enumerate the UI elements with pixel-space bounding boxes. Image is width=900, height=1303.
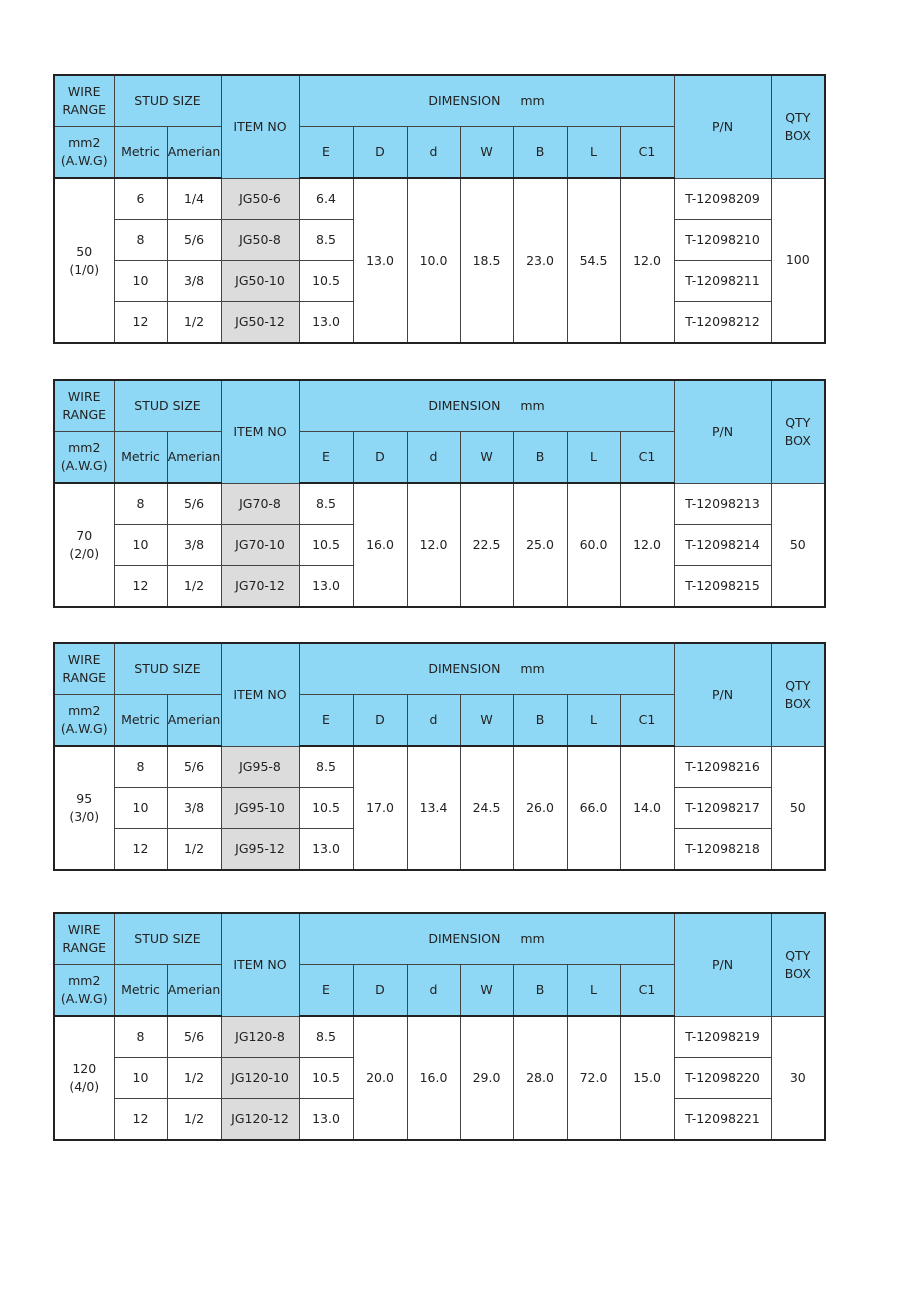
spec-table <box>53 379 826 608</box>
wire-range-cell <box>54 483 114 607</box>
dim-c1-cell: 15.0 <box>620 1016 674 1140</box>
item-no-cell: JG70-12 <box>221 566 299 608</box>
header-stud-size: STUD SIZE <box>114 643 221 695</box>
pn-cell: T-12098214 <box>674 525 771 566</box>
header-dim-e: E <box>299 432 353 484</box>
pn-cell: T-12098218 <box>674 829 771 871</box>
metric-cell: 12 <box>114 829 167 871</box>
header-mm2-awg: mm2 (A.W.G) <box>54 965 114 1017</box>
dim-e-cell: 13.0 <box>299 1099 353 1141</box>
pn-cell: T-12098211 <box>674 261 771 302</box>
header-dim-c1: C1 <box>620 695 674 747</box>
item-no-cell: JG120-8 <box>221 1016 299 1058</box>
item-no-cell: JG120-10 <box>221 1058 299 1099</box>
metric-cell: 12 <box>114 1099 167 1141</box>
header-dim-w: W <box>460 432 513 484</box>
header-dim-e: E <box>299 965 353 1017</box>
header-amerian: Amerian <box>167 695 221 747</box>
metric-cell: 10 <box>114 261 167 302</box>
metric-cell: 6 <box>114 178 167 220</box>
pn-cell: T-12098209 <box>674 178 771 220</box>
amerian-cell: 1/4 <box>167 178 221 220</box>
dim-d-cell: 20.0 <box>353 1016 407 1140</box>
header-qty-box: QTY BOX <box>771 643 825 746</box>
dim-d-cell: 17.0 <box>353 746 407 870</box>
header-dim-d: D <box>353 432 407 484</box>
item-no-cell: JG50-8 <box>221 220 299 261</box>
metric-cell: 8 <box>114 1016 167 1058</box>
dim-b-cell: 25.0 <box>513 483 567 607</box>
header-qty-box: QTY BOX <box>771 913 825 1016</box>
header-dimension: DIMENSION mm <box>299 380 674 432</box>
pn-cell: T-12098217 <box>674 788 771 829</box>
dim-e-cell: 10.5 <box>299 525 353 566</box>
header-dim-b: B <box>513 432 567 484</box>
header-item-no: ITEM NO <box>221 75 299 178</box>
wire-range-sub: (3/0) <box>69 809 100 824</box>
pn-cell: T-12098213 <box>674 483 771 525</box>
header-mm2-awg: mm2 (A.W.G) <box>54 695 114 747</box>
qty-box-cell: 50 <box>771 746 825 870</box>
spec-table <box>53 74 826 344</box>
pn-cell: T-12098212 <box>674 302 771 344</box>
wire-range-sub: (1/0) <box>69 261 100 277</box>
header-dim-d: D <box>353 127 407 179</box>
qty-box-cell: 30 <box>771 1016 825 1140</box>
amerian-cell: 1/2 <box>167 1099 221 1141</box>
amerian-cell: 3/8 <box>167 525 221 566</box>
dim-d-cell: 13.4 <box>407 746 460 870</box>
dim-e-cell: 8.5 <box>299 1016 353 1058</box>
item-no-cell: JG50-10 <box>221 261 299 302</box>
header-dim-b: B <box>513 695 567 747</box>
header-stud-size: STUD SIZE <box>114 75 221 127</box>
header-dim-d: D <box>353 965 407 1017</box>
header-dim-e: E <box>299 127 353 179</box>
dim-d-cell: 12.0 <box>407 483 460 607</box>
header-dim-d: d <box>407 695 460 747</box>
amerian-cell: 3/8 <box>167 788 221 829</box>
header-metric: Metric <box>114 695 167 747</box>
header-qty-box: QTY BOX <box>771 380 825 483</box>
header-dim-e: E <box>299 695 353 747</box>
metric-cell: 8 <box>114 483 167 525</box>
dim-l-cell: 60.0 <box>567 483 620 607</box>
item-no-cell: JG70-10 <box>221 525 299 566</box>
wire-range-main: 120 <box>72 1061 97 1076</box>
metric-cell: 12 <box>114 302 167 344</box>
qty-box-cell: 100 <box>771 178 825 343</box>
dim-w-cell: 18.5 <box>460 178 513 343</box>
metric-cell: 8 <box>114 220 167 261</box>
header-dim-w: W <box>460 127 513 179</box>
header-dimension: DIMENSION mm <box>299 75 674 127</box>
header-dim-c1: C1 <box>620 127 674 179</box>
header-wire-range: WIRE RANGE <box>54 643 114 695</box>
metric-cell: 8 <box>114 746 167 788</box>
spec-table <box>53 912 826 1141</box>
header-metric: Metric <box>114 965 167 1017</box>
item-no-cell: JG50-6 <box>221 178 299 220</box>
header-amerian: Amerian <box>167 965 221 1017</box>
metric-cell: 12 <box>114 566 167 608</box>
dim-w-cell: 22.5 <box>460 483 513 607</box>
dim-e-cell: 13.0 <box>299 302 353 344</box>
dim-e-cell: 10.5 <box>299 788 353 829</box>
pn-cell: T-12098215 <box>674 566 771 608</box>
dim-c1-cell: 12.0 <box>620 178 674 343</box>
dim-e-cell: 8.5 <box>299 483 353 525</box>
amerian-cell: 1/2 <box>167 302 221 344</box>
dim-e-cell: 13.0 <box>299 829 353 871</box>
header-dim-l: L <box>567 965 620 1017</box>
wire-range-main: 70 <box>76 528 93 543</box>
metric-cell: 10 <box>114 1058 167 1099</box>
metric-cell: 10 <box>114 525 167 566</box>
qty-box-cell: 50 <box>771 483 825 607</box>
header-pn: P/N <box>674 913 771 1016</box>
item-no-cell: JG95-10 <box>221 788 299 829</box>
header-dim-b: B <box>513 127 567 179</box>
wire-range-sub: (2/0) <box>69 546 100 561</box>
header-wire-range: WIRE RANGE <box>54 75 114 127</box>
header-metric: Metric <box>114 432 167 484</box>
metric-cell: 10 <box>114 788 167 829</box>
header-dim-d: d <box>407 432 460 484</box>
header-dim-d: d <box>407 965 460 1017</box>
dim-d-cell: 16.0 <box>353 483 407 607</box>
header-item-no: ITEM NO <box>221 380 299 483</box>
header-dim-l: L <box>567 432 620 484</box>
amerian-cell: 5/6 <box>167 220 221 261</box>
wire-range-cell <box>54 178 114 343</box>
wire-range-cell <box>54 746 114 870</box>
header-qty-box: QTY BOX <box>771 75 825 178</box>
header-wire-range: WIRE RANGE <box>54 913 114 965</box>
header-mm2-awg: mm2 (A.W.G) <box>54 127 114 179</box>
item-no-cell: JG50-12 <box>221 302 299 344</box>
table-row <box>54 746 825 788</box>
dim-l-cell: 54.5 <box>567 178 620 343</box>
header-stud-size: STUD SIZE <box>114 380 221 432</box>
wire-range-main: 50 <box>76 243 93 259</box>
dim-e-cell: 8.5 <box>299 746 353 788</box>
header-metric: Metric <box>114 127 167 179</box>
header-dim-d: d <box>407 127 460 179</box>
amerian-cell: 1/2 <box>167 566 221 608</box>
header-item-no: ITEM NO <box>221 913 299 1016</box>
header-wire-range: WIRE RANGE <box>54 380 114 432</box>
table-row <box>54 1016 825 1058</box>
header-dimension: DIMENSION mm <box>299 913 674 965</box>
dim-c1-cell: 12.0 <box>620 483 674 607</box>
header-dim-d: D <box>353 695 407 747</box>
table-row <box>54 483 825 525</box>
header-stud-size: STUD SIZE <box>114 913 221 965</box>
header-pn: P/N <box>674 75 771 178</box>
header-dim-l: L <box>567 695 620 747</box>
table-row <box>54 178 825 220</box>
dim-e-cell: 8.5 <box>299 220 353 261</box>
dim-l-cell: 66.0 <box>567 746 620 870</box>
amerian-cell: 1/2 <box>167 1058 221 1099</box>
header-dim-w: W <box>460 695 513 747</box>
header-dim-w: W <box>460 965 513 1017</box>
dim-d-cell: 13.0 <box>353 178 407 343</box>
dim-b-cell: 26.0 <box>513 746 567 870</box>
amerian-cell: 5/6 <box>167 483 221 525</box>
dim-e-cell: 6.4 <box>299 178 353 220</box>
header-item-no: ITEM NO <box>221 643 299 746</box>
item-no-cell: JG95-12 <box>221 829 299 871</box>
header-amerian: Amerian <box>167 127 221 179</box>
dim-e-cell: 10.5 <box>299 261 353 302</box>
amerian-cell: 3/8 <box>167 261 221 302</box>
header-dim-l: L <box>567 127 620 179</box>
dim-e-cell: 13.0 <box>299 566 353 608</box>
item-no-cell: JG120-12 <box>221 1099 299 1141</box>
spec-table <box>53 642 826 871</box>
pn-cell: T-12098219 <box>674 1016 771 1058</box>
dim-w-cell: 29.0 <box>460 1016 513 1140</box>
amerian-cell: 1/2 <box>167 829 221 871</box>
header-dim-b: B <box>513 965 567 1017</box>
dim-e-cell: 10.5 <box>299 1058 353 1099</box>
amerian-cell: 5/6 <box>167 746 221 788</box>
dim-d-cell: 16.0 <box>407 1016 460 1140</box>
dim-l-cell: 72.0 <box>567 1016 620 1140</box>
wire-range-main: 95 <box>76 791 93 806</box>
dim-c1-cell: 14.0 <box>620 746 674 870</box>
pn-cell: T-12098221 <box>674 1099 771 1141</box>
header-dim-c1: C1 <box>620 432 674 484</box>
header-pn: P/N <box>674 643 771 746</box>
header-pn: P/N <box>674 380 771 483</box>
header-amerian: Amerian <box>167 432 221 484</box>
dim-b-cell: 28.0 <box>513 1016 567 1140</box>
dim-d-cell: 10.0 <box>407 178 460 343</box>
header-dimension: DIMENSION mm <box>299 643 674 695</box>
wire-range-sub: (4/0) <box>69 1079 100 1094</box>
pn-cell: T-12098216 <box>674 746 771 788</box>
dim-b-cell: 23.0 <box>513 178 567 343</box>
item-no-cell: JG95-8 <box>221 746 299 788</box>
header-dim-c1: C1 <box>620 965 674 1017</box>
pn-cell: T-12098210 <box>674 220 771 261</box>
dim-w-cell: 24.5 <box>460 746 513 870</box>
header-mm2-awg: mm2 (A.W.G) <box>54 432 114 484</box>
wire-range-cell <box>54 1016 114 1140</box>
pn-cell: T-12098220 <box>674 1058 771 1099</box>
amerian-cell: 5/6 <box>167 1016 221 1058</box>
item-no-cell: JG70-8 <box>221 483 299 525</box>
